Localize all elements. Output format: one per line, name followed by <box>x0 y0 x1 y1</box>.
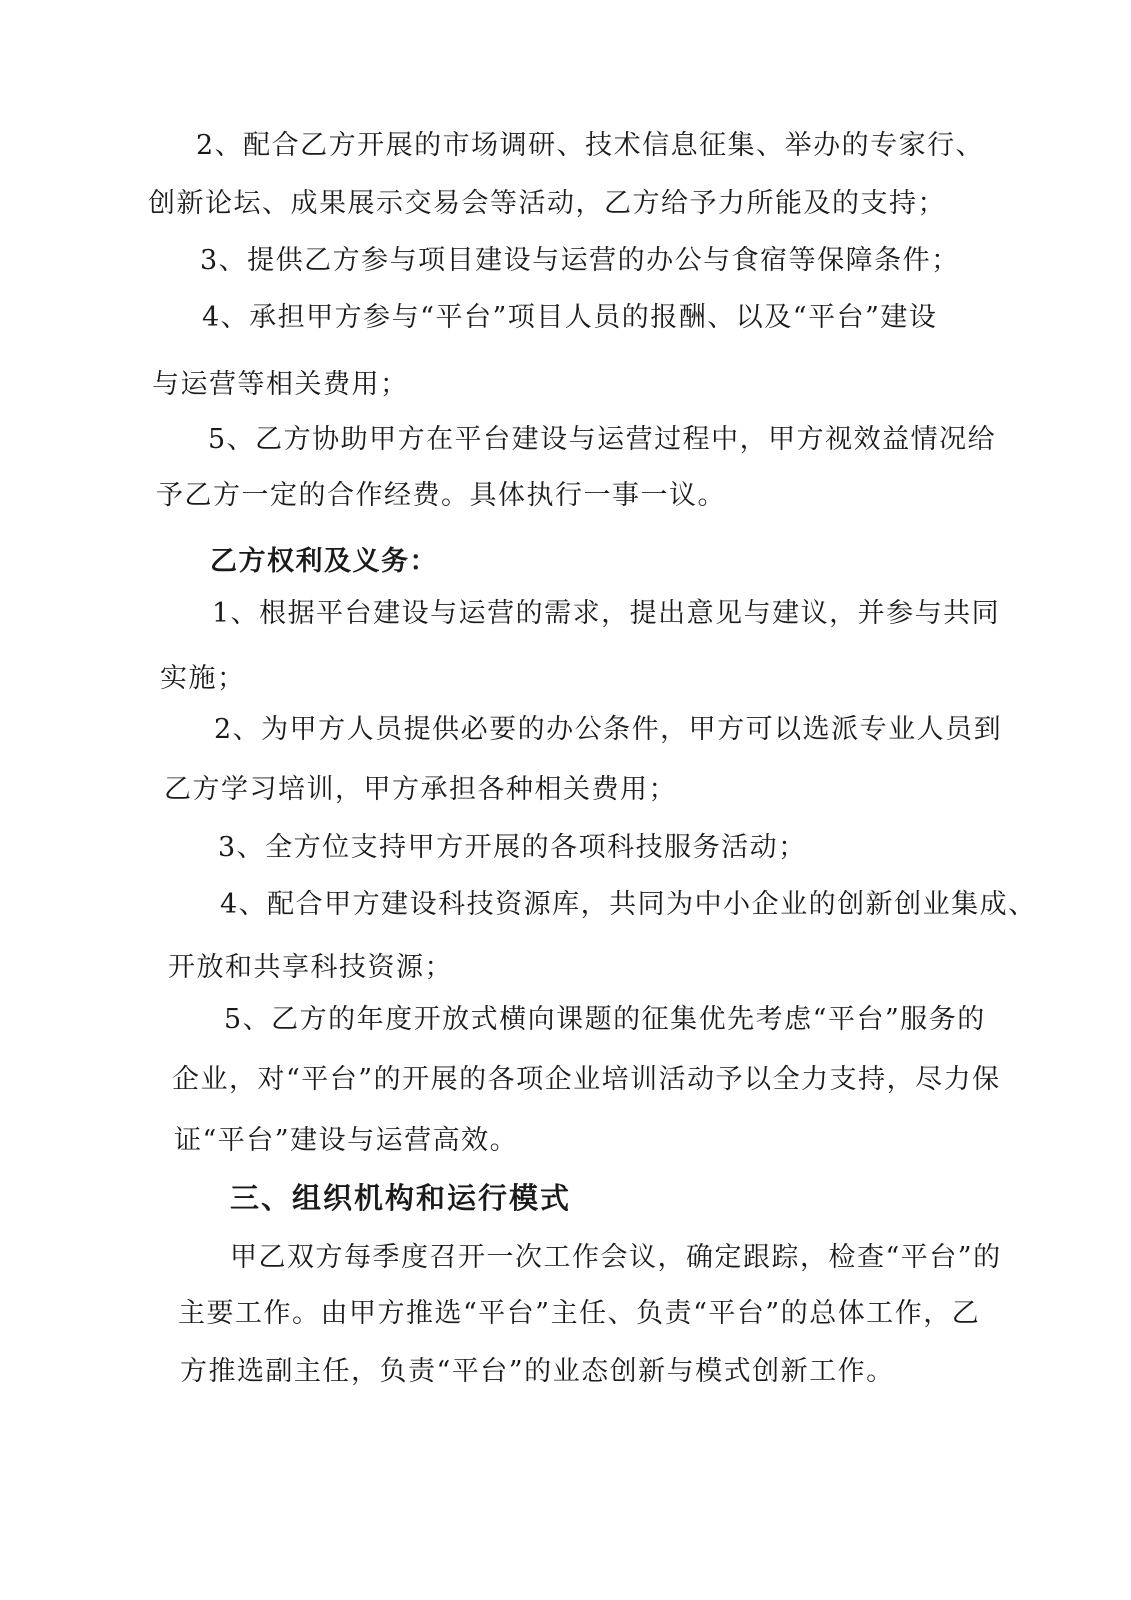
paragraph-line: 方推选副主任，负责“平台”的业态创新与模式创新工作。 <box>180 1356 895 1387</box>
paragraph-line: 1、根据平台建设与运营的需求，提出意见与建议，并参与共同 <box>212 598 1001 629</box>
paragraph-line: 3、全方位支持甲方开展的各项科技服务活动； <box>218 832 807 863</box>
paragraph-line: 甲乙双方每季度召开一次工作会议，确定跟踪，检查“平台”的 <box>230 1242 1002 1273</box>
paragraph-line: 企业，对“平台”的开展的各项企业培训活动予以全力支持，尽力保 <box>172 1064 1001 1095</box>
paragraph-line: 3、提供乙方参与项目建设与运营的办公与食宿等保障条件； <box>200 245 960 276</box>
paragraph-line: 4、承担甲方参与“平台”项目人员的报酬、以及“平台”建设 <box>202 302 938 333</box>
paragraph-line: 开放和共享科技资源； <box>168 952 453 983</box>
paragraph-line: 乙方学习培训，甲方承担各种相关费用； <box>164 774 677 805</box>
subsection-heading: 乙方权利及义务： <box>210 546 438 577</box>
paragraph-line: 与运营等相关费用； <box>152 369 409 400</box>
paragraph-line: 证“平台”建设与运营高效。 <box>174 1125 519 1156</box>
paragraph-line: 4、配合甲方建设科技资源库，共同为中小企业的创新创业集成、 <box>220 889 1037 920</box>
section-heading: 三、组织机构和运行模式 <box>230 1181 572 1215</box>
paragraph-line: 2、为甲方人员提供必要的办公条件，甲方可以选派专业人员到 <box>214 714 1003 745</box>
paragraph-line: 创新论坛、成果展示交易会等活动，乙方给予力所能及的支持； <box>148 188 946 219</box>
paragraph-line: 2、配合乙方开展的市场调研、技术信息征集、举办的专家行、 <box>196 130 985 161</box>
paragraph-line: 5、乙方的年度开放式横向课题的征集优先考虑“平台”服务的 <box>224 1004 986 1035</box>
paragraph-line: 主要工作。由甲方推选“平台”主任、负责“平台”的总体工作，乙 <box>178 1298 981 1329</box>
paragraph-line: 5、乙方协助甲方在平台建设与运营过程中，甲方视效益情况给 <box>208 424 997 455</box>
paragraph-line: 实施； <box>160 663 246 694</box>
paragraph-line: 予乙方一定的合作经费。具体执行一事一议。 <box>156 480 726 511</box>
